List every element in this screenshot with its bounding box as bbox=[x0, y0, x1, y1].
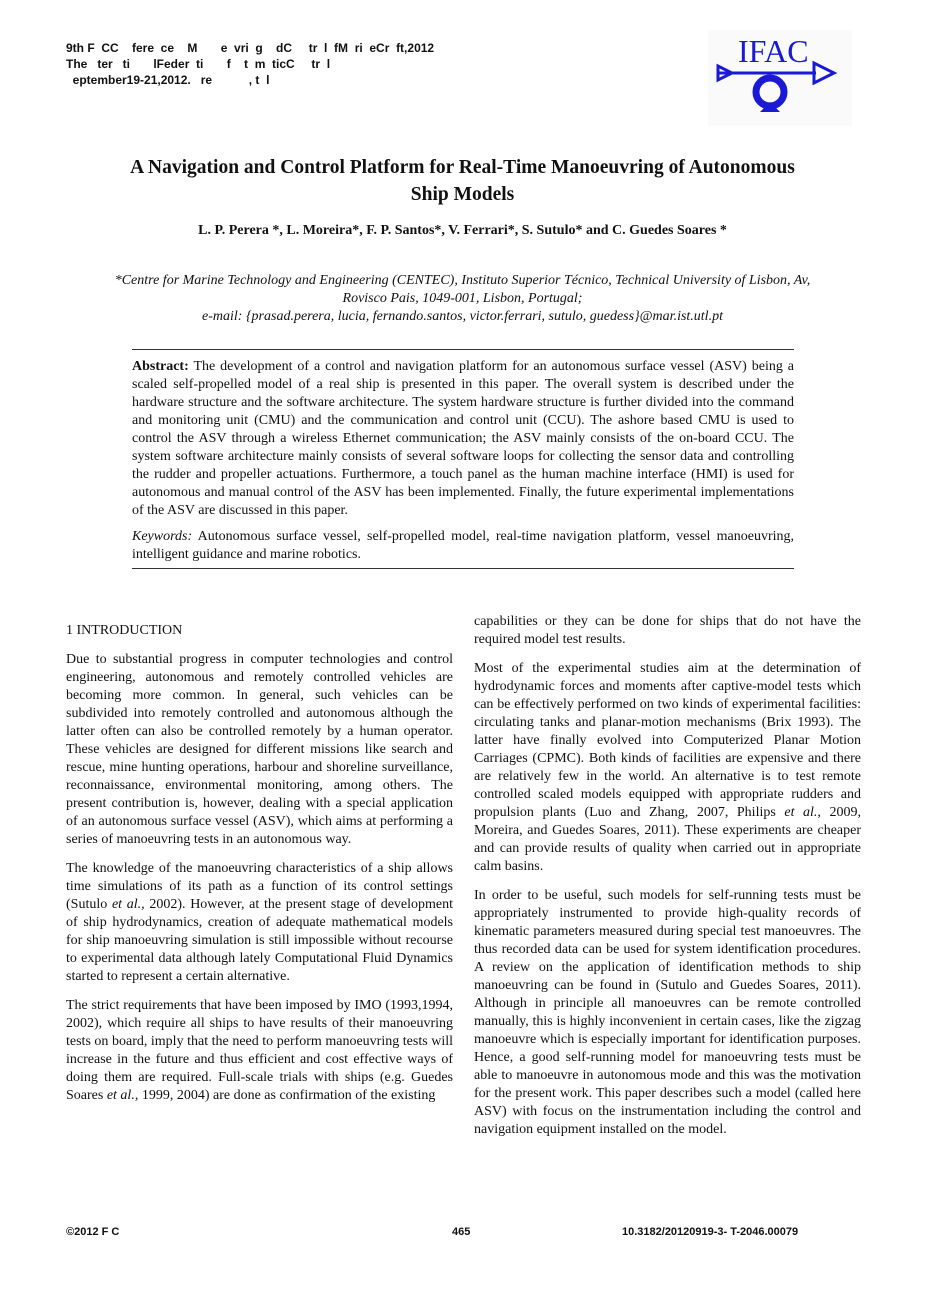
ifac-logo-text: IFAC bbox=[738, 33, 809, 69]
affiliation bbox=[60, 272, 865, 326]
section-heading-introduction: 1 INTRODUCTION bbox=[66, 623, 183, 638]
footer-copyright: ©2012 F C bbox=[66, 1226, 120, 1238]
header-line-1: 9th F CC fere ce M e vri g dC tr l fM ri eCr ft,2012 bbox=[66, 41, 435, 55]
header-line-3: eptember19-21,2012. re , t l bbox=[66, 73, 270, 87]
right-column bbox=[474, 613, 861, 1150]
left-column bbox=[66, 622, 453, 1116]
affiliation-line-1: *Centre for Marine Technology and Engineering (CENTEC), Instituto Superior Técnico, Technical University of Lisbon, Av, bbox=[114, 273, 811, 288]
paper-title bbox=[60, 154, 865, 208]
paragraph: capabilities or they can be done for ships that do not have the required model test results. bbox=[474, 614, 861, 647]
keywords-text: Autonomous surface vessel, self-propelled model, real-time navigation platform, vessel manoeuvring, intelligent guidance and marine robotics. bbox=[132, 529, 794, 562]
affiliation-line-2: Rovisco Pais, 1049-001, Lisbon, Portugal; bbox=[342, 291, 583, 306]
header-line-2: The ter ti lFeder ti f t m ticC tr l bbox=[66, 57, 331, 71]
abstract-box bbox=[132, 349, 794, 569]
conference-header bbox=[66, 40, 434, 88]
title-line-2: Ship Models bbox=[410, 184, 515, 205]
affiliation-email: e-mail: {prasad.perera, lucia, fernando.santos, victor.ferrari, sutulo, guedess}@mar.ist.utl.pt bbox=[202, 309, 723, 324]
abstract-label: Abstract: bbox=[132, 359, 189, 374]
paragraph: In order to be useful, such models for self-running tests must be appropriately instrumented to provide high-quality records of kinematic parameters measured during special test manoeuvres. The thus recorded data can be used for system identification procedures. A review on the application of identification methods to ship manoeuvring can be found in (Sutulo and Guedes Soares, 2011). Although in principle all manoeuvres can be remote controlled manually, this is highly inconvenient in certain cases, like the zigzag manoeuvre which is especially important for identification purposes. Hence, a good self-running model for manoeuvring tests must be able to manoeuvre in autonomous mode and this was the motivation for the present work. This paper describes such a model (called here ASV) with focus on the instrumentation including the control and navigation equipment installed on the model. bbox=[474, 888, 861, 1137]
paragraph: The strict requirements that have been imposed by IMO (1993,1994, 2002), which require all ships to have results of their manoeuvring tests on board, imply that the need to perform manoeuvring tests will increase in the future and thus efficient and cost effective ways of doing them are required. Full-scale trials with ships (e.g. Guedes Soares et al., 1999, 2004) are done as confirmation of the existing bbox=[66, 998, 453, 1103]
paragraph: Most of the experimental studies aim at the determination of hydrodynamic forces and moments after captive-model tests which can be effectively performed on two kinds of experimental facilities: circulating tanks and planar-motion mechanisms (Brix 1993). The latter have finally evolved into Computerized Planar Motion Carriages (CPMC). Both kinds of facilities are expensive and there are relatively few in the world. An alternative is to test remote controlled scaled models equipped with appropriate rudders and propulsion plants (Luo and Zhang, 2007, Philips et al., 2009, Moreira, and Guedes Soares, 2011). These experiments are cheaper and can provide results of quality when carried out in appropriate calm basins. bbox=[474, 661, 861, 874]
keywords-label: Keywords: bbox=[132, 529, 193, 544]
footer-page-number: 465 bbox=[452, 1226, 471, 1238]
abstract-text: The development of a control and navigation platform for an autonomous surface vessel (ASV) being a scaled self-propelled model of a real ship is presented in this paper. The overall system is described under the hardware structure and the software architecture. The system hardware structure is further divided into the command and monitoring unit (CMU) and the communication and control unit (CCU). The ashore based CMU is used to control the ASV through a wireless Ethernet communication; the ASV mainly consists of the on-board CCU. The system software architecture mainly consists of several software loops for collecting the sensor data and controlling the rudder and propeller actuations. Furthermore, a touch panel as the human machine interface (HMI) is used for autonomous and manual control of the ASV has been implemented. Finally, the future experimental implementations of the ASV are discussed in this paper. bbox=[132, 359, 794, 518]
footer-doi: 10.3182/20120919-3- T-2046.00079 bbox=[622, 1226, 799, 1238]
ifac-logo-graphic bbox=[708, 30, 852, 126]
paragraph: The knowledge of the manoeuvring characteristics of a ship allows time simulations of its path as a function of its control settings (Sutulo et al., 2002). However, at the present stage of development of ship hydrodynamics, creation of adequate mathematical models for ship manoeuvring simulation is still impossible without recourse to experimental data although lately Computational Fluid Dynamics started to represent a certain alternative. bbox=[66, 861, 454, 984]
keywords-paragraph bbox=[132, 528, 794, 564]
title-line-1: A Navigation and Control Platform for Real-Time Manoeuvring of Autonomous bbox=[130, 157, 795, 178]
ifac-logo bbox=[708, 30, 852, 126]
authors: L. P. Perera *, L. Moreira*, F. P. Santos*, V. Ferrari*, S. Sutulo* and C. Guedes Soares * bbox=[198, 223, 727, 238]
abstract-paragraph bbox=[132, 358, 794, 520]
paragraph: Due to substantial progress in computer technologies and control engineering, autonomous and remotely controlled vehicles are becoming more common. In general, such vehicles can be subdivided into remotely controlled and autonomous although the latter often can also be controlled remotely by a human operator. These vehicles are designed for different missions like search and rescue, mine hunting operations, harbour and shoreline surveillance, reconnaissance, environmental monitoring, among others. The present contribution is, however, dealing with a special application of an autonomous surface vessel (ASV), which aims at performing a series of manoeuvring tests in an autonomous way. bbox=[66, 652, 453, 847]
